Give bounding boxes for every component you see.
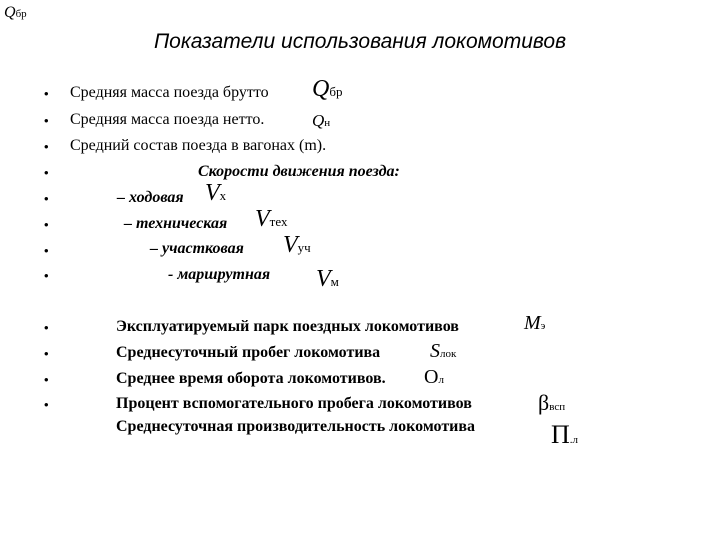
bullet: • [44, 139, 49, 154]
bullet: • [44, 397, 49, 412]
list-item-composition: Средний состав поезда в вагонах (m). [70, 137, 327, 154]
corner-formula-symbol: Qбр [4, 4, 27, 21]
bullet: • [44, 191, 49, 206]
formula-m-e: Mэ [524, 312, 546, 334]
bullet: • [44, 217, 49, 232]
bullet: • [44, 346, 49, 361]
formula-q-n: Qн [312, 111, 331, 130]
list-item-operated-fleet: Эксплуатируемый парк поездных локомотивов [116, 318, 459, 335]
list-item-net-mass: Средняя масса поезда нетто. [70, 111, 265, 128]
bullet: • [44, 372, 49, 387]
list-item-running-speed: – ходовая [117, 189, 184, 206]
bullet: • [44, 165, 49, 180]
list-item-speeds-heading: Скорости движения поезда: [198, 163, 400, 180]
formula-q-br: Qбр [312, 76, 343, 102]
formula-o-l: Oл [424, 366, 444, 388]
formula-beta-vsp: βвсп [538, 390, 566, 415]
formula-p-l: П.л [551, 420, 579, 449]
formula-v-uch: Vуч [283, 232, 311, 258]
formula-v-tech: Vтех [255, 206, 288, 232]
list-item-auxiliary-run: Процент вспомогательного пробега локомотивов [116, 395, 472, 412]
bullet: • [44, 243, 49, 258]
formula-v-m: Vм [316, 266, 339, 292]
formula-s-lok: Sлок [430, 340, 457, 362]
list-item-route-speed: - маршрутная [168, 266, 271, 283]
list-item-daily-run: Среднесуточный пробег локомотива [116, 344, 381, 361]
bullet: • [44, 320, 49, 335]
list-item-gross-mass: Средняя масса поезда брутто [70, 84, 269, 101]
list-item-technical-speed: – техническая [124, 215, 228, 232]
list-item-section-speed: – участковая [150, 240, 244, 257]
slide-title: Показатели использования локомотивов [153, 30, 567, 53]
formula-v-x: Vх [205, 180, 227, 206]
list-item-turnaround-time: Среднее время оборота локомотивов. [116, 370, 386, 387]
bullet: • [44, 86, 49, 101]
bullet: • [44, 268, 49, 283]
bullet: • [44, 113, 49, 128]
list-item-daily-productivity: Среднесуточная производительность локомотива [116, 418, 476, 435]
